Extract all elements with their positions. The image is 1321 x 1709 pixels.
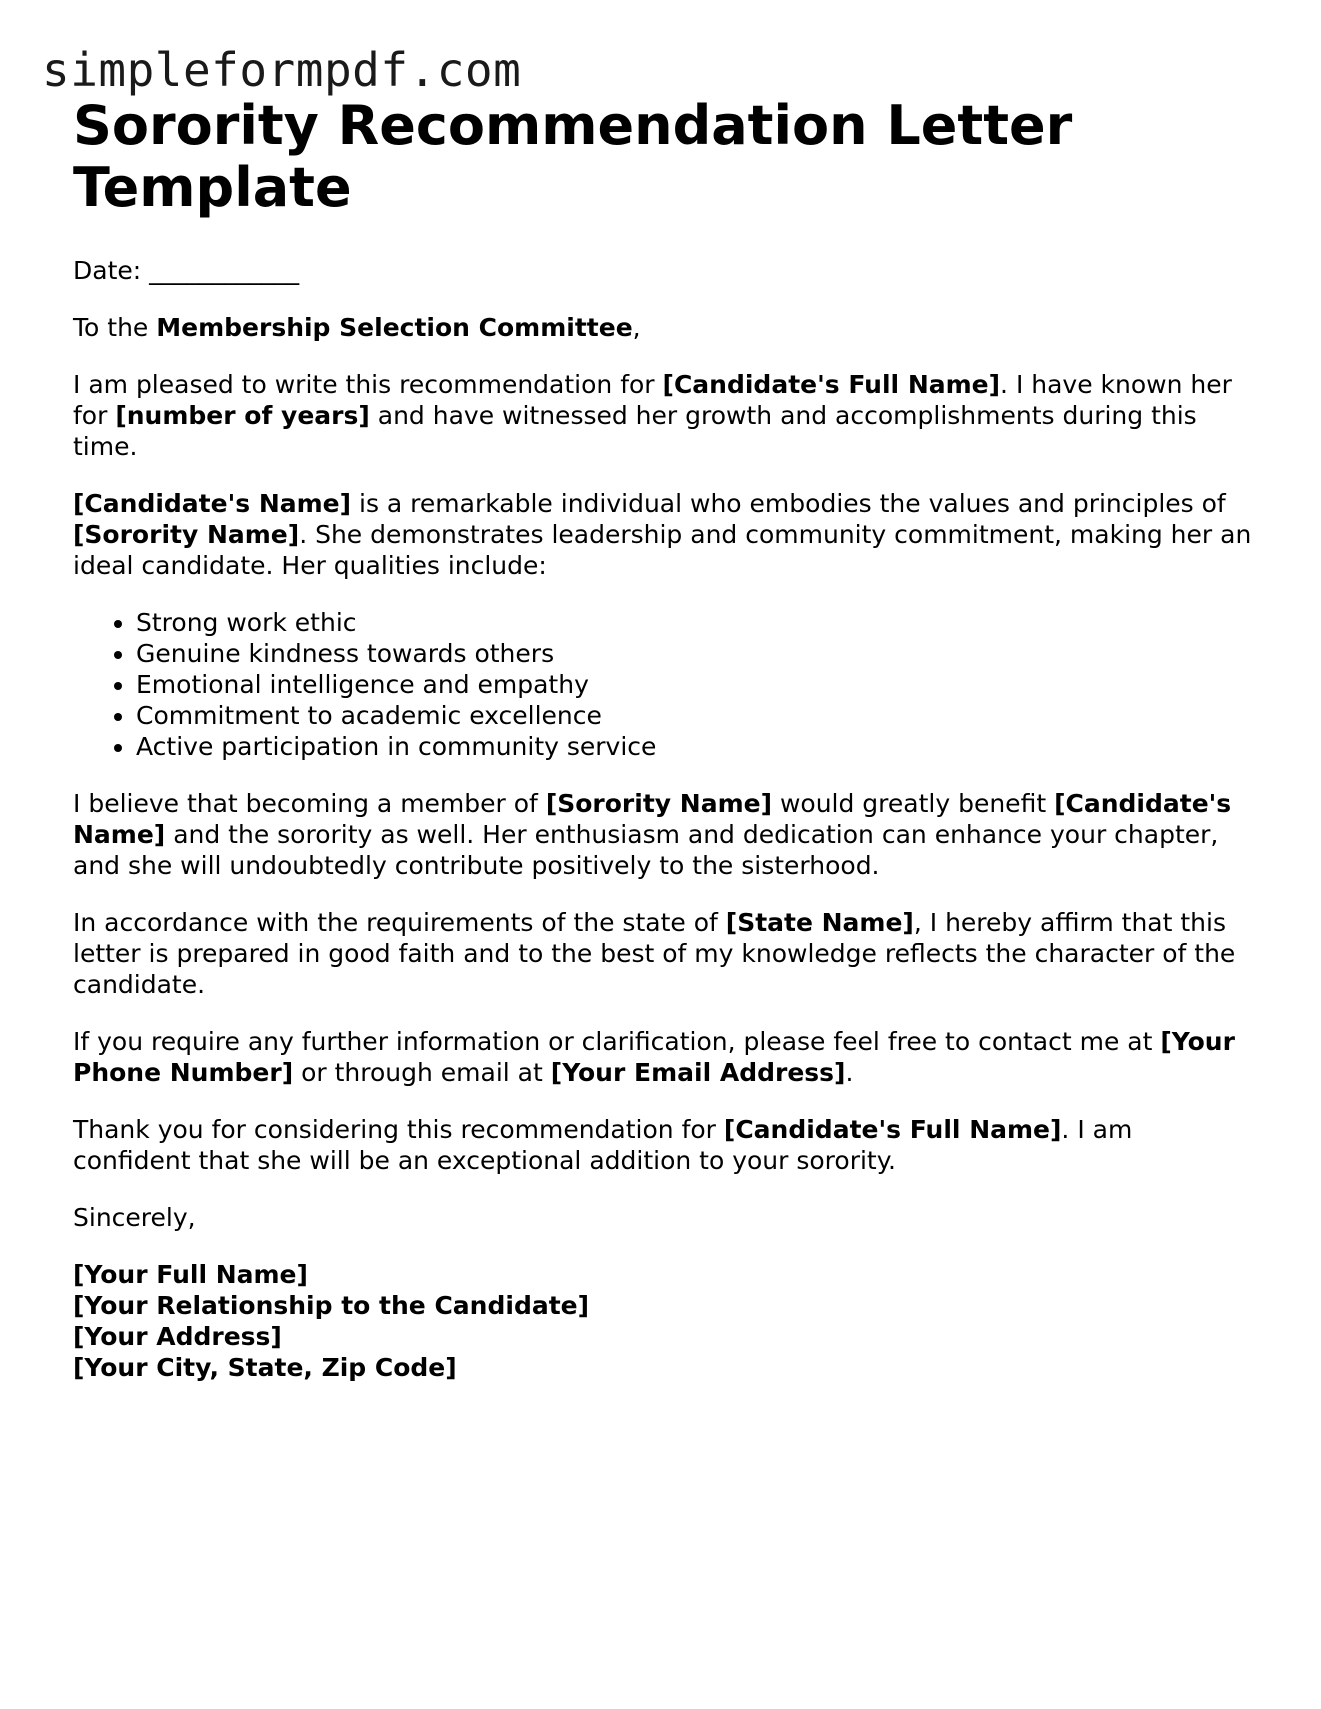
list-item: • Strong work ethic bbox=[136, 607, 1253, 638]
salutation-prefix: To the bbox=[73, 313, 149, 342]
p1-text-a: I am pleased to write this recommendation for bbox=[73, 370, 655, 399]
p5-text-b: or through email at bbox=[301, 1058, 543, 1087]
p6-text-a: Thank you for considering this recommendation for bbox=[73, 1115, 716, 1144]
closing: Sincerely, bbox=[73, 1203, 196, 1232]
salutation bbox=[73, 312, 1253, 343]
qualities-list bbox=[73, 607, 1253, 762]
p2-text-a: is a remarkable individual who embodies the values and principles of bbox=[359, 489, 1226, 518]
p4-text-b: , I hereby affirm that this letter is prepared in good faith and to the best of my knowledge reflects the character of the candidate. bbox=[73, 908, 1236, 999]
date-line bbox=[73, 255, 1253, 286]
p1-text-c: and have witnessed her growth and accomplishments during this time. bbox=[73, 401, 1197, 461]
signature-relationship: [Your Relationship to the Candidate] bbox=[73, 1291, 590, 1320]
p1-text-b: . I have known her for bbox=[73, 370, 1232, 430]
site-watermark: simpleformpdf.com bbox=[42, 43, 522, 97]
paragraph-intro bbox=[73, 369, 1253, 462]
paragraph-qualities-intro bbox=[73, 488, 1253, 581]
date-blank: ____________ bbox=[149, 256, 300, 285]
sorority-name-placeholder: [Sorority Name] bbox=[73, 520, 300, 549]
paragraph-contact bbox=[73, 1026, 1253, 1088]
p3-text-b: would greatly benefit bbox=[779, 789, 1047, 818]
p5-text-c: . bbox=[845, 1058, 854, 1087]
signature-address: [Your Address] bbox=[73, 1322, 282, 1351]
state-name-placeholder: [State Name] bbox=[725, 908, 914, 937]
paragraph-benefit bbox=[73, 788, 1253, 881]
paragraph-affirmation bbox=[73, 907, 1253, 1000]
p5-text-a: If you require any further information or clarification, please feel free to contact me at bbox=[73, 1027, 1153, 1056]
signature-city-state-zip: [Your City, State, Zip Code] bbox=[73, 1353, 457, 1382]
paragraph-thanks bbox=[73, 1114, 1253, 1176]
signature-block bbox=[73, 1259, 1253, 1383]
list-item: • Commitment to academic excellence bbox=[136, 700, 1253, 731]
committee-name: Membership Selection Committee bbox=[156, 313, 633, 342]
email-placeholder: [Your Email Address] bbox=[550, 1058, 846, 1087]
candidate-name-placeholder: [Candidate's Name] bbox=[73, 789, 1232, 849]
sorority-name-placeholder: [Sorority Name] bbox=[545, 789, 772, 818]
signature-name: [Your Full Name] bbox=[73, 1260, 308, 1289]
p6-text-b: . I am confident that she will be an exceptional addition to your sorority. bbox=[73, 1115, 1133, 1175]
letter-document bbox=[73, 95, 1253, 1409]
candidate-full-name-placeholder: [Candidate's Full Name] bbox=[723, 1115, 1062, 1144]
years-placeholder: [number of years] bbox=[115, 401, 370, 430]
p3-text-c: and the sorority as well. Her enthusiasm and dedication can enhance your chapter, and she will undoubtedly contribute positively to the sisterhood. bbox=[73, 820, 1219, 880]
page-title: Sorority Recommendation Letter Template bbox=[73, 94, 1073, 219]
phone-placeholder: [Your Phone Number] bbox=[73, 1027, 1235, 1087]
p2-text-b: . She demonstrates leadership and community commitment, making her an ideal candidate. Her qualities include: bbox=[73, 520, 1252, 580]
salutation-suffix: , bbox=[632, 313, 641, 342]
p3-text-a: I believe that becoming a member of bbox=[73, 789, 538, 818]
candidate-full-name-placeholder: [Candidate's Full Name] bbox=[662, 370, 1001, 399]
date-label: Date: bbox=[73, 256, 142, 285]
list-item: • Emotional intelligence and empathy bbox=[136, 669, 1253, 700]
list-item: • Active participation in community service bbox=[136, 731, 1253, 762]
p4-text-a: In accordance with the requirements of the state of bbox=[73, 908, 718, 937]
list-item: • Genuine kindness towards others bbox=[136, 638, 1253, 669]
candidate-name-placeholder: [Candidate's Name] bbox=[73, 489, 352, 518]
